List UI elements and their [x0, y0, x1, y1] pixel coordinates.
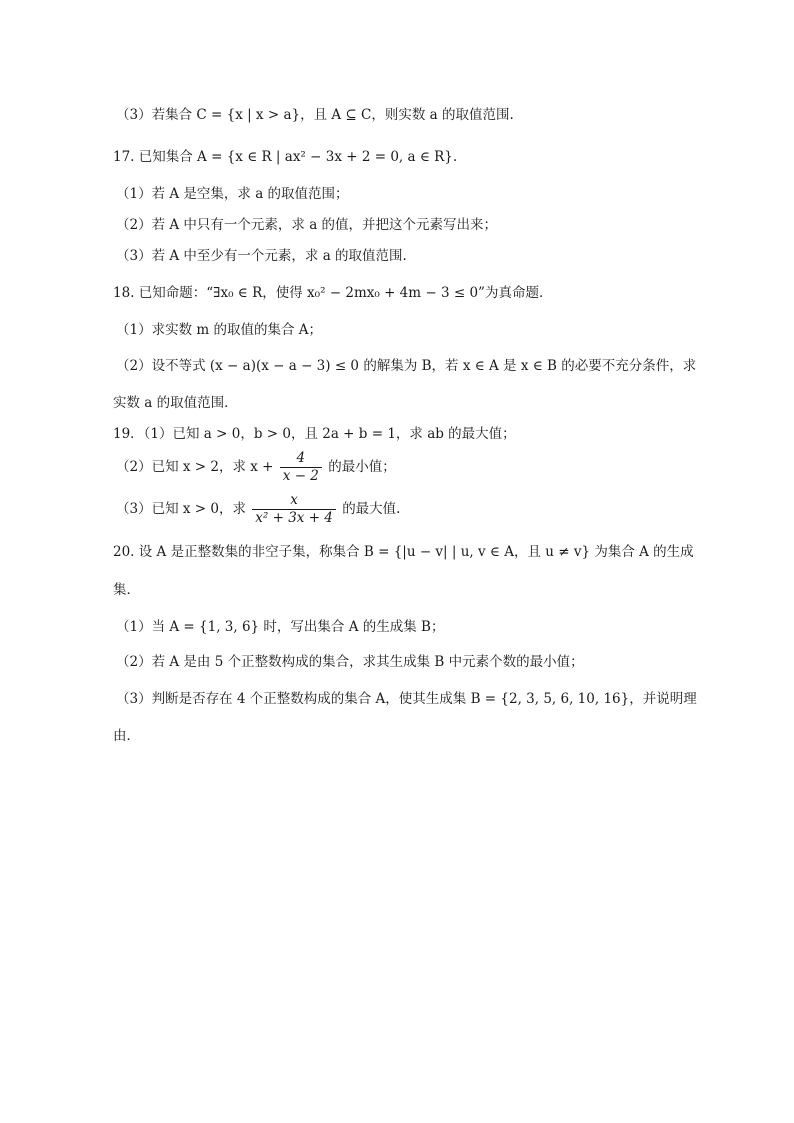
- q20-stem-cont: 集．: [113, 582, 140, 598]
- q17-part3: （3）若 A 中至少有一个元素，求 a 的取值范围.: [116, 248, 407, 264]
- q19-part3-suffix: 的最大值.: [342, 501, 401, 517]
- q19-part3-prefix: （3）已知 x > 0，求: [116, 501, 246, 517]
- q18-part1: （1）求实数 m 的取值的集合 A；: [116, 322, 323, 338]
- q20-stem: 20. 设 A 是正整数集的非空子集，称集合 B = {|u − v| | u, v ∈ A，且 u ≠ v} 为集合 A 的生成: [113, 544, 694, 560]
- fraction-denominator: x − 2: [282, 468, 319, 484]
- q20-part2: （2）若 A 是由 5 个正整数构成的集合，求其生成集 B 中元素个数的最小值；: [116, 654, 584, 670]
- q18-stem: 18. 已知命题：“∃x₀ ∈ R，使得 x₀² − 2mx₀ + 4m − 3 ≤ 0”为真命题．: [113, 285, 553, 301]
- fraction-denominator: x² + 3x + 4: [255, 510, 333, 526]
- q19-part2-suffix: 的最小值；: [328, 459, 396, 475]
- fraction-numerator: x: [252, 492, 336, 510]
- fraction-numerator: 4: [280, 450, 322, 468]
- fraction: [280, 450, 322, 485]
- q19-part2: [116, 450, 396, 485]
- q19-part1: 19．（1）已知 a > 0，b > 0，且 2a + b = 1，求 ab 的最大值；: [113, 426, 516, 442]
- q17-part2: （2）若 A 中只有一个元素，求 a 的值，并把这个元素写出来；: [116, 217, 498, 233]
- fraction: [252, 492, 336, 527]
- q20-part3: （3）判断是否存在 4 个正整数构成的集合 A，使其生成集 B = {2, 3, 5, 6, 10, 16}，并说明理: [116, 691, 697, 707]
- q17-stem: 17. 已知集合 A = {x ∈ R | ax² − 3x + 2 = 0, a ∈ R}.: [113, 149, 458, 165]
- q18-part2-cont: 实数 a 的取值范围．: [113, 395, 238, 411]
- q18-part2: （2）设不等式 (x − a)(x − a − 3) ≤ 0 的解集为 B，若 x ∈ A 是 x ∈ B 的必要不充分条件，求: [116, 358, 697, 374]
- q17-part1: （1）若 A 是空集，求 a 的取值范围；: [116, 186, 349, 202]
- q20-part3-cont: 由．: [113, 728, 140, 744]
- q20-part1: （1）当 A = {1, 3, 6} 时，写出集合 A 的生成集 B；: [116, 619, 445, 635]
- q19-part2-prefix: （2）已知 x > 2，求 x +: [116, 459, 274, 475]
- q19-part3: [116, 492, 400, 527]
- q16-part3: （3）若集合 C = {x | x > a}，且 A ⊆ C，则实数 a 的取值范围.: [116, 107, 514, 123]
